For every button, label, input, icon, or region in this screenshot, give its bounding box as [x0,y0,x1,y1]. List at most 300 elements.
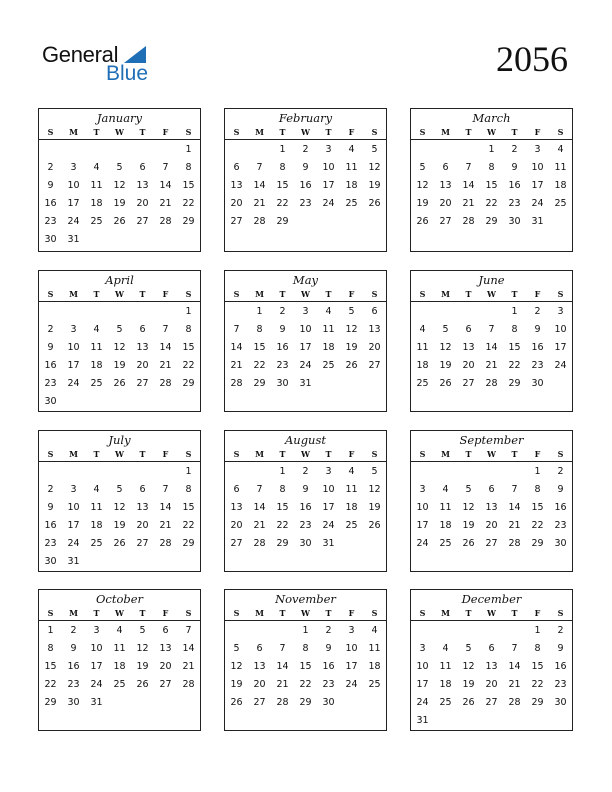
weekday-header: M [255,289,264,299]
day-grid [411,140,572,231]
day-cell: 26 [462,697,475,708]
day-cell: 17 [416,520,429,531]
month-title: March [472,111,511,125]
empty-day-cell [503,463,526,481]
empty-day-cell [62,463,85,481]
day-cell: 8 [534,484,541,495]
day-cell: 11 [439,502,452,513]
day-cell: 23 [508,198,521,209]
day-cell: 3 [70,484,77,495]
day-cell: 7 [511,484,518,495]
empty-day-cell [62,141,85,159]
day-cell: 20 [136,360,149,371]
weekday-header: T [93,608,100,618]
weekday-header: S [419,289,426,299]
day-cell: 23 [44,538,57,549]
day-cell: 25 [113,679,126,690]
empty-day-cell [85,141,108,159]
empty-day-cell [225,463,248,481]
day-cell: 24 [67,378,80,389]
day-cell: 8 [185,484,192,495]
day-cell: 4 [442,484,449,495]
day-cell: 24 [531,198,544,209]
weekday-header: T [465,608,472,618]
weekday-header: T [139,449,146,459]
day-cell: 2 [557,466,564,477]
weekday-header: M [441,608,450,618]
empty-day-cell [225,303,248,321]
day-cell: 28 [159,378,172,389]
day-cell: 3 [534,144,541,155]
day-cell: 15 [531,502,544,513]
day-cell: 4 [557,144,564,155]
weekday-header: T [511,289,518,299]
day-cell: 20 [439,198,452,209]
weekday-header: F [348,289,355,299]
weekday-header: T [279,608,286,618]
day-cell: 28 [276,697,289,708]
day-cell: 1 [185,306,192,317]
day-cell: 3 [419,643,426,654]
weekday-header: S [185,127,192,137]
day-cell: 16 [44,198,57,209]
empty-day-cell [62,303,85,321]
day-cell: 25 [439,697,452,708]
day-cell: 8 [534,643,541,654]
day-cell: 28 [485,378,498,389]
day-cell: 7 [185,625,192,636]
weekday-header: F [534,449,541,459]
empty-day-cell [434,463,457,481]
day-cell: 28 [462,216,475,227]
day-cell: 12 [439,342,452,353]
weekday-header: W [115,449,124,459]
weekday-header: S [557,289,564,299]
logo-text-general: General [42,42,119,67]
day-cell: 8 [511,324,518,335]
day-grid [39,140,200,249]
day-cell: 16 [299,502,312,513]
day-cell: 2 [302,466,309,477]
day-cell: 3 [348,625,355,636]
day-cell: 27 [368,360,381,371]
empty-day-cell [225,141,248,159]
day-cell: 13 [230,502,243,513]
day-cell: 17 [299,342,312,353]
day-cell: 23 [44,378,57,389]
day-cell: 20 [253,679,266,690]
weekday-header: T [511,127,518,137]
day-cell: 3 [325,144,332,155]
day-cell: 14 [485,342,498,353]
weekday-header: M [441,449,450,459]
day-cell: 3 [70,324,77,335]
day-cell: 21 [276,679,289,690]
day-cell: 29 [276,538,289,549]
day-cell: 22 [44,679,57,690]
day-cell: 11 [439,661,452,672]
day-cell: 30 [67,697,80,708]
day-cell: 10 [531,162,544,173]
day-cell: 21 [159,198,172,209]
day-cell: 24 [322,520,335,531]
weekday-header-row [39,448,200,462]
day-cell: 20 [136,520,149,531]
weekday-header: T [465,449,472,459]
day-cell: 4 [442,643,449,654]
day-cell: 23 [299,520,312,531]
weekday-header: W [487,449,496,459]
weekday-header: W [487,127,496,137]
day-grid [225,621,386,712]
day-cell: 18 [416,360,429,371]
day-cell: 29 [276,216,289,227]
weekday-header: T [139,608,146,618]
day-cell: 29 [182,216,195,227]
day-cell: 14 [253,180,266,191]
month-may [224,270,387,412]
day-cell: 17 [416,679,429,690]
day-cell: 1 [47,625,54,636]
weekday-header: T [139,127,146,137]
day-cell: 5 [116,162,123,173]
day-cell: 10 [67,342,80,353]
day-cell: 17 [90,661,103,672]
month-title: December [461,592,522,606]
weekday-header: S [371,449,378,459]
day-cell: 4 [371,625,378,636]
day-cell: 21 [253,520,266,531]
day-cell: 4 [93,324,100,335]
day-cell: 9 [47,342,54,353]
day-cell: 5 [233,643,240,654]
day-cell: 22 [276,198,289,209]
day-cell: 1 [185,466,192,477]
day-cell: 5 [116,324,123,335]
day-cell: 25 [90,538,103,549]
day-cell: 1 [302,625,309,636]
empty-day-cell [85,463,108,481]
day-cell: 26 [345,360,358,371]
day-cell: 20 [230,520,243,531]
day-cell: 24 [322,198,335,209]
day-cell: 23 [322,679,335,690]
day-cell: 8 [279,162,286,173]
day-cell: 5 [116,484,123,495]
month-june [410,270,573,412]
day-cell: 26 [416,216,429,227]
day-cell: 31 [67,556,80,567]
day-cell: 14 [182,643,195,654]
day-cell: 1 [279,466,286,477]
weekday-header: T [279,127,286,137]
day-cell: 4 [325,306,332,317]
empty-day-cell [411,303,434,321]
day-cell: 25 [554,198,567,209]
day-cell: 25 [345,520,358,531]
day-cell: 21 [508,679,521,690]
day-cell: 18 [113,661,126,672]
day-cell: 15 [508,342,521,353]
weekday-header: W [301,127,310,137]
empty-day-cell [39,303,62,321]
day-cell: 8 [488,162,495,173]
calendar-year: 2056 [496,39,568,79]
month-title: November [275,592,336,606]
logo-triangle-icon [124,46,146,63]
day-cell: 5 [139,625,146,636]
day-cell: 22 [299,679,312,690]
day-grid [39,462,200,571]
weekday-header: S [233,449,240,459]
logo-text-blue: Blue [106,62,149,85]
day-cell: 13 [230,180,243,191]
empty-day-cell [131,141,154,159]
weekday-header-row [225,448,386,462]
weekday-header: T [325,449,332,459]
month-title: May [292,273,319,287]
day-grid [225,462,386,553]
day-cell: 22 [182,520,195,531]
empty-day-cell [108,303,131,321]
day-cell: 6 [371,306,378,317]
weekday-header: M [255,449,264,459]
day-cell: 27 [439,216,452,227]
weekday-header: F [534,608,541,618]
weekday-header: S [233,289,240,299]
day-cell: 14 [462,180,475,191]
day-cell: 10 [322,162,335,173]
day-cell: 25 [368,679,381,690]
day-cell: 19 [462,520,475,531]
weekday-header: S [233,127,240,137]
day-cell: 29 [531,538,544,549]
day-cell: 10 [416,502,429,513]
empty-day-cell [108,463,131,481]
weekday-header: F [162,127,169,137]
day-cell: 13 [136,502,149,513]
day-cell: 31 [322,538,335,549]
empty-day-cell [154,463,177,481]
day-cell: 5 [465,643,472,654]
day-cell: 26 [368,520,381,531]
day-cell: 16 [44,520,57,531]
day-cell: 22 [531,520,544,531]
weekday-header: S [47,127,54,137]
day-grid [411,302,572,393]
day-cell: 13 [439,180,452,191]
day-cell: 23 [276,360,289,371]
empty-day-cell [434,303,457,321]
empty-day-cell [503,622,526,640]
weekday-header: M [69,289,78,299]
day-cell: 26 [368,198,381,209]
day-cell: 30 [276,378,289,389]
day-cell: 1 [185,144,192,155]
weekday-header-row [411,288,572,302]
day-cell: 24 [345,679,358,690]
day-cell: 21 [485,360,498,371]
day-cell: 27 [136,538,149,549]
day-cell: 15 [44,661,57,672]
day-cell: 19 [345,342,358,353]
day-cell: 19 [113,360,126,371]
day-cell: 7 [256,162,263,173]
day-cell: 18 [90,520,103,531]
empty-day-cell [39,463,62,481]
day-cell: 29 [531,697,544,708]
day-cell: 28 [508,697,521,708]
day-cell: 20 [462,360,475,371]
month-october [38,589,201,731]
day-cell: 30 [44,234,57,245]
day-cell: 16 [276,342,289,353]
weekday-header-row [39,126,200,140]
day-cell: 22 [182,360,195,371]
day-cell: 19 [439,360,452,371]
day-cell: 30 [299,538,312,549]
weekday-header: W [115,608,124,618]
weekday-header: M [255,608,264,618]
weekday-header-row [225,126,386,140]
month-december [410,589,573,731]
weekday-header: T [465,289,472,299]
day-cell: 6 [162,625,169,636]
day-cell: 13 [136,180,149,191]
day-cell: 13 [368,324,381,335]
month-november [224,589,387,731]
day-cell: 8 [302,643,309,654]
day-cell: 7 [488,324,495,335]
day-cell: 25 [345,198,358,209]
day-cell: 16 [531,342,544,353]
day-cell: 26 [113,216,126,227]
day-cell: 11 [368,643,381,654]
day-cell: 22 [508,360,521,371]
day-cell: 23 [554,679,567,690]
day-cell: 7 [256,484,263,495]
day-cell: 12 [113,180,126,191]
day-cell: 29 [253,378,266,389]
empty-day-cell [411,463,434,481]
weekday-header-row [411,126,572,140]
weekday-header: T [325,127,332,137]
month-title: February [278,111,333,125]
day-cell: 14 [159,342,172,353]
day-cell: 29 [44,697,57,708]
day-cell: 31 [67,234,80,245]
day-cell: 17 [531,180,544,191]
weekday-header: T [279,449,286,459]
weekday-header: T [93,127,100,137]
empty-day-cell [248,463,271,481]
weekday-header: W [115,289,124,299]
empty-day-cell [39,141,62,159]
day-cell: 11 [113,643,126,654]
day-cell: 22 [182,198,195,209]
day-cell: 9 [302,484,309,495]
weekday-header: M [69,608,78,618]
day-cell: 8 [47,643,54,654]
day-cell: 16 [67,661,80,672]
weekday-header: F [162,608,169,618]
weekday-header-row [39,607,200,621]
day-cell: 4 [419,324,426,335]
day-cell: 7 [162,484,169,495]
weekday-header: F [162,449,169,459]
day-cell: 10 [554,324,567,335]
day-cell: 7 [465,162,472,173]
day-cell: 6 [233,162,240,173]
day-cell: 19 [416,198,429,209]
day-cell: 7 [162,324,169,335]
weekday-header: W [301,449,310,459]
day-cell: 6 [442,162,449,173]
day-cell: 24 [67,216,80,227]
day-cell: 4 [116,625,123,636]
day-cell: 11 [90,180,103,191]
day-cell: 6 [465,324,472,335]
weekday-header: T [93,449,100,459]
day-cell: 10 [299,324,312,335]
day-cell: 9 [302,162,309,173]
day-cell: 17 [322,180,335,191]
day-cell: 26 [462,538,475,549]
day-cell: 9 [325,643,332,654]
day-cell: 30 [44,556,57,567]
day-cell: 12 [462,502,475,513]
day-cell: 17 [67,520,80,531]
day-cell: 29 [299,697,312,708]
day-cell: 13 [485,661,498,672]
day-cell: 3 [419,484,426,495]
month-title: January [96,111,143,125]
weekday-header: S [371,127,378,137]
day-cell: 10 [67,180,80,191]
day-cell: 19 [368,502,381,513]
day-cell: 16 [299,180,312,191]
weekday-header: S [185,289,192,299]
weekday-header-row [225,288,386,302]
day-cell: 27 [159,679,172,690]
weekday-header: T [279,289,286,299]
weekday-header: S [47,449,54,459]
day-cell: 6 [139,162,146,173]
day-cell: 23 [67,679,80,690]
day-cell: 17 [67,360,80,371]
day-cell: 15 [299,661,312,672]
day-cell: 19 [113,198,126,209]
empty-day-cell [411,141,434,159]
day-cell: 3 [302,306,309,317]
day-cell: 28 [182,679,195,690]
month-august [224,430,387,572]
day-cell: 27 [136,216,149,227]
day-cell: 11 [322,324,335,335]
day-cell: 6 [139,484,146,495]
day-cell: 25 [416,378,429,389]
day-grid [411,462,572,553]
day-cell: 27 [136,378,149,389]
weekday-header: S [233,608,240,618]
day-cell: 18 [439,679,452,690]
empty-day-cell [480,622,503,640]
day-cell: 15 [276,180,289,191]
empty-day-cell [271,622,294,640]
day-cell: 23 [299,198,312,209]
weekday-header: S [185,608,192,618]
day-cell: 16 [44,360,57,371]
